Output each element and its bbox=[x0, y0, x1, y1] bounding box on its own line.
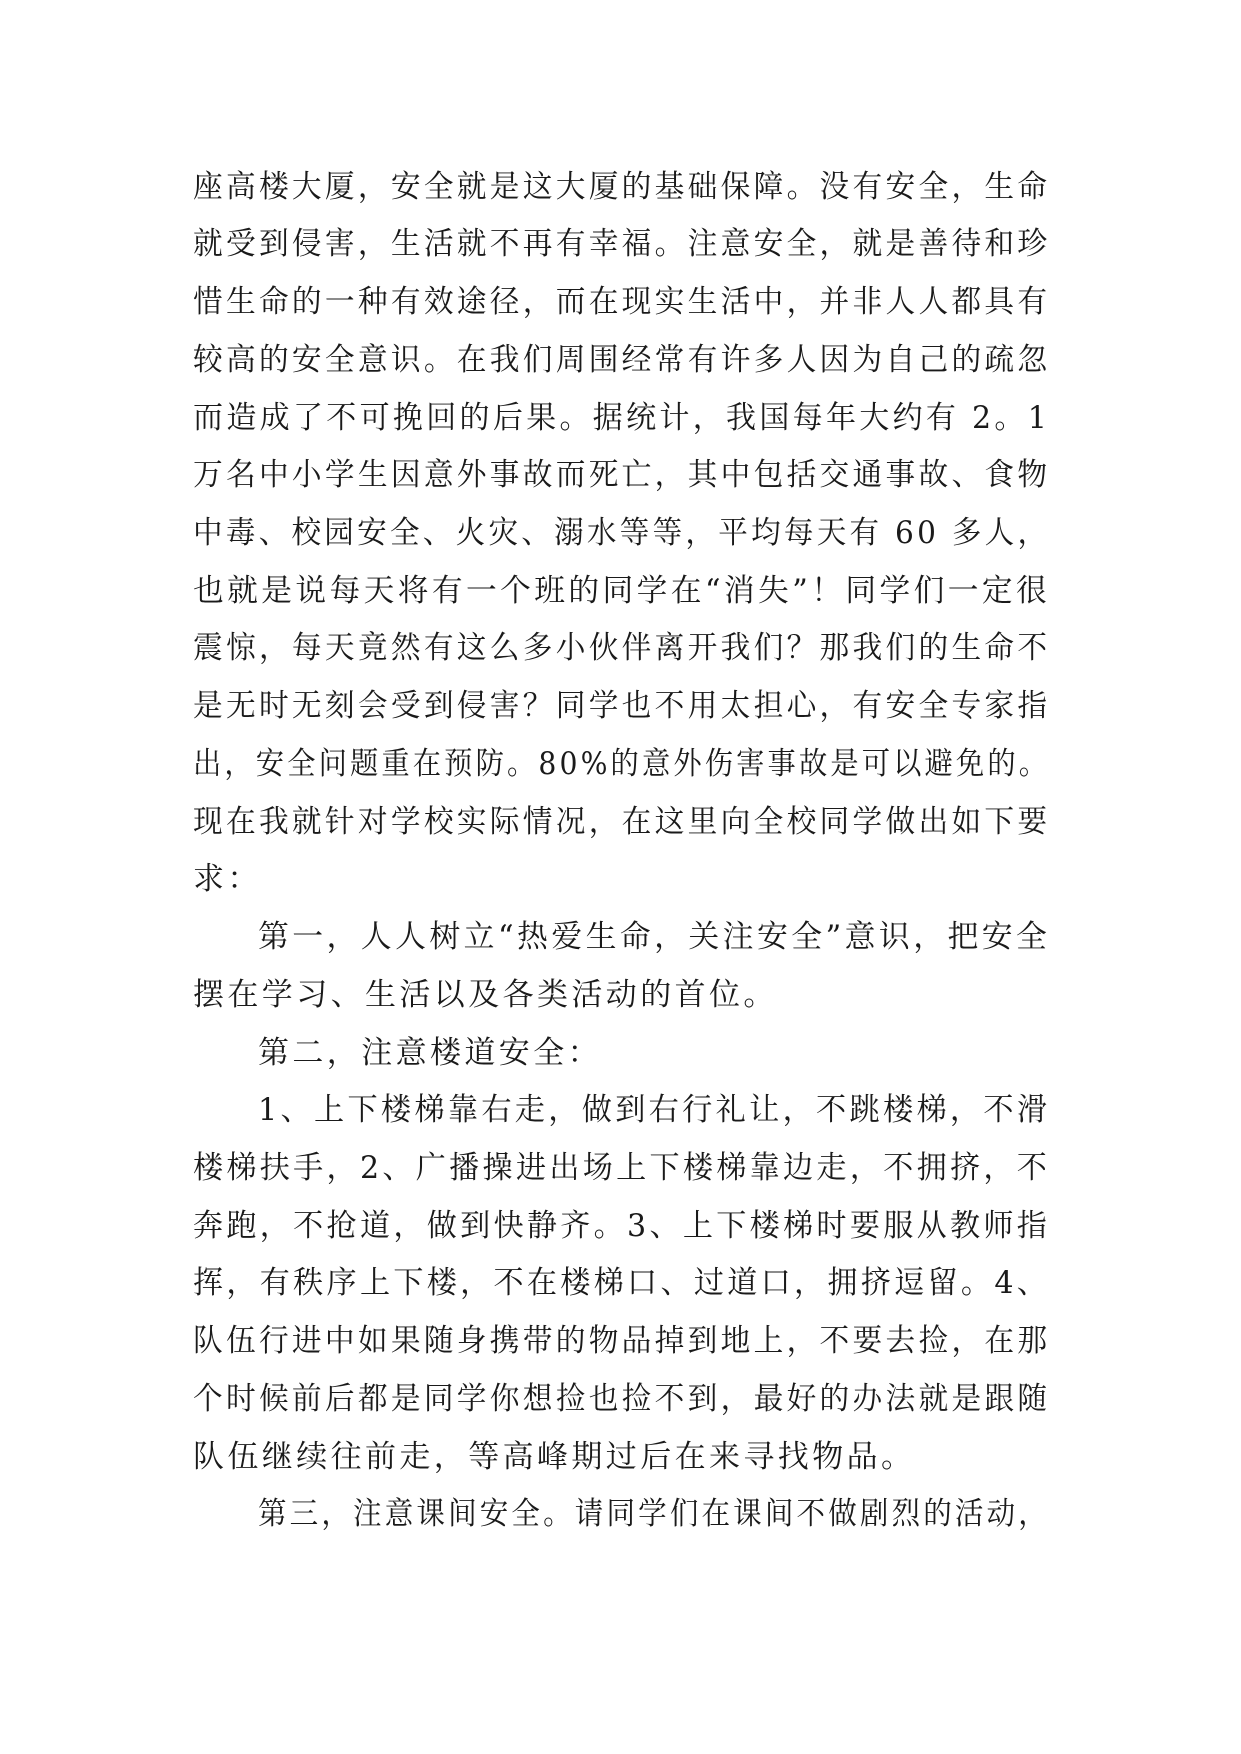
text-line: 震惊，每天竟然有这么多小伙伴离开我们？那我们的生命不 bbox=[193, 630, 1051, 666]
text-line: 较高的安全意识。在我们周围经常有许多人因为自己的疏忽 bbox=[193, 342, 1051, 378]
paragraph-first-line: 第二，注意楼道安全： bbox=[258, 1035, 602, 1071]
text-line: 队伍继续往前走，等高峰期过后在来寻找物品。 bbox=[193, 1439, 916, 1475]
text-line: 出，安全问题重在预防。80%的意外伤害事故是可以避免的。 bbox=[193, 746, 1051, 782]
text-line: 队伍行进中如果随身携带的物品掉到地上，不要去捡，在那 bbox=[193, 1323, 1051, 1359]
text-line: 万名中小学生因意外事故而死亡，其中包括交通事故、食物 bbox=[193, 457, 1051, 493]
text-line: 挥，有秩序上下楼，不在楼梯口、过道口，拥挤逗留。4、 bbox=[193, 1265, 1051, 1301]
text-line: 而造成了不可挽回的后果。据统计，我国每年大约有 2。1 bbox=[193, 400, 1051, 436]
text-line: 是无时无刻会受到侵害？同学也不用太担心，有安全专家指 bbox=[193, 688, 1051, 724]
text-line: 中毒、校园安全、火灾、溺水等等，平均每天有 60 多人， bbox=[193, 515, 1051, 551]
text-line: 现在我就针对学校实际情况，在这里向全校同学做出如下要 bbox=[193, 804, 1051, 840]
text-line: 座高楼大厦，安全就是这大厦的基础保障。没有安全，生命 bbox=[193, 169, 1051, 205]
paragraph-first-line: 第三，注意课间安全。请同学们在课间不做剧烈的活动， bbox=[258, 1496, 1050, 1532]
text-line: 求： bbox=[193, 861, 262, 897]
paragraph-first-line: 第一，人人树立“热爱生命，关注安全”意识，把安全 bbox=[258, 919, 1051, 955]
text-line: 楼梯扶手，2、广播操进出场上下楼梯靠边走，不拥挤，不 bbox=[193, 1150, 1051, 1186]
text-line: 就受到侵害，生活就不再有幸福。注意安全，就是善待和珍 bbox=[193, 226, 1051, 262]
text-line: 也就是说每天将有一个班的同学在“消失”！同学们一定很 bbox=[193, 573, 1051, 609]
text-line: 奔跑，不抢道，做到快静齐。3、上下楼梯时要服从教师指 bbox=[193, 1208, 1051, 1244]
paragraph-first-line: 1、上下楼梯靠右走，做到右行礼让，不跳楼梯，不滑 bbox=[258, 1092, 1051, 1128]
text-line: 惜生命的一种有效途径，而在现实生活中，并非人人都具有 bbox=[193, 284, 1051, 320]
text-line: 个时候前后都是同学你想捡也捡不到，最好的办法就是跟随 bbox=[193, 1381, 1051, 1417]
text-line: 摆在学习、生活以及各类活动的首位。 bbox=[193, 977, 778, 1013]
